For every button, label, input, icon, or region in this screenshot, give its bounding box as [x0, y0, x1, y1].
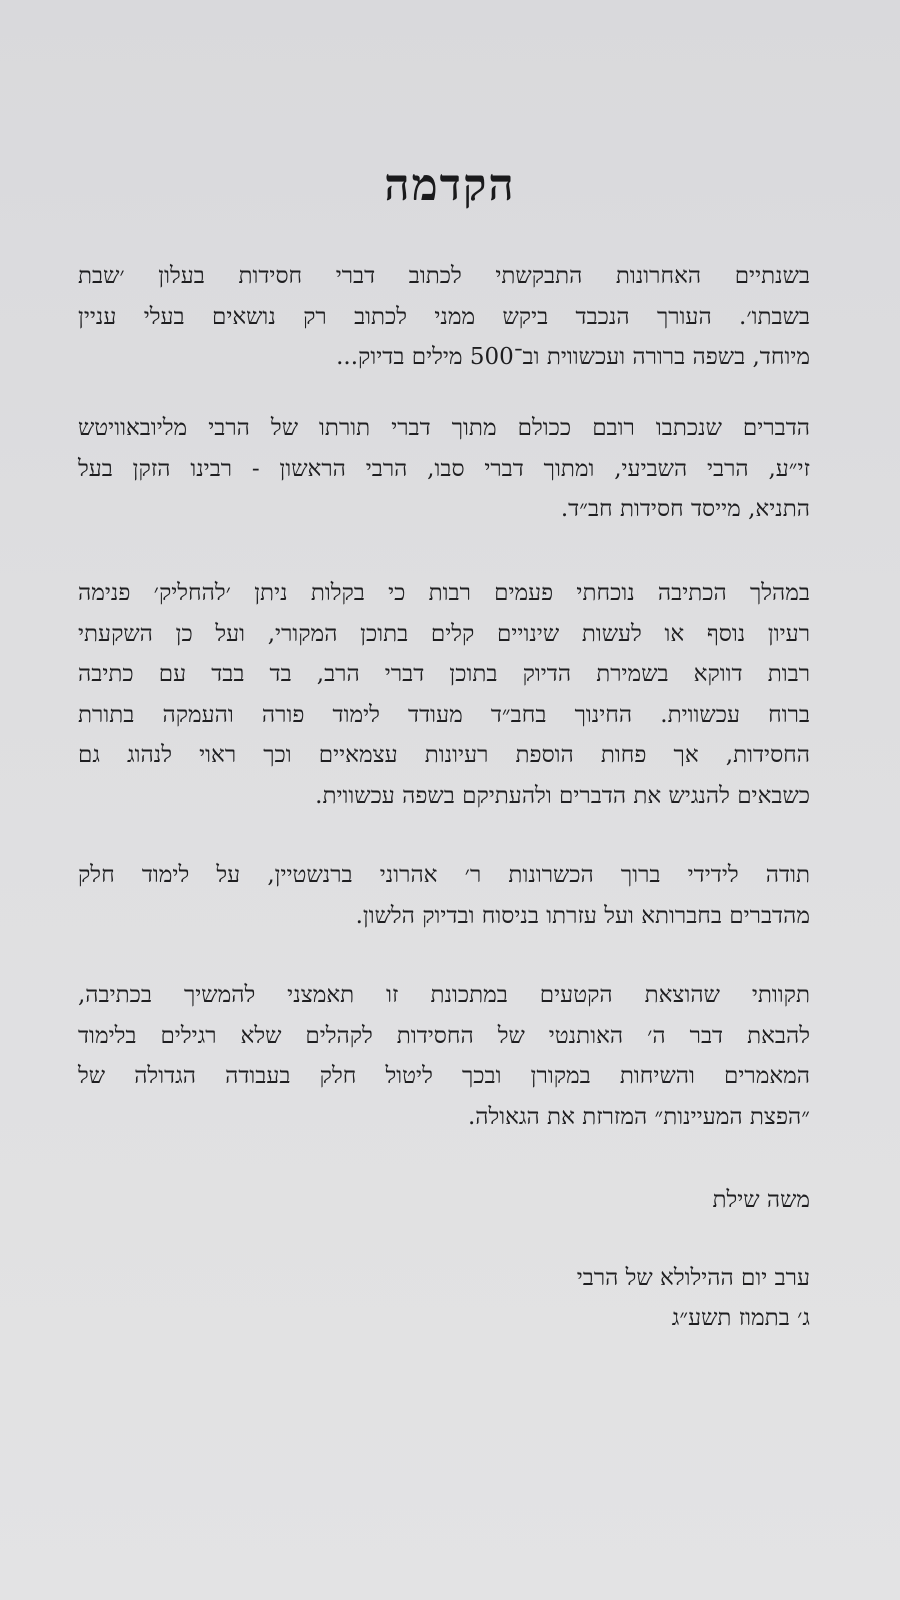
paragraph-line: תודה לידידי ברוך הכשרונות ר׳ אהרוני ברנשטיין, על לימוד חלק: [78, 862, 810, 888]
paragraph-line: הדברים שנכתבו רובם ככולם מתוך דברי תורתו של הרבי מליובאוויטש: [78, 415, 810, 441]
paragraph-line: המאמרים והשיחות במקורן ובכך ליטול חלק בעבודה הגדולה של: [78, 1063, 810, 1089]
paragraph-line: במהלך הכתיבה נוכחתי פעמים רבות כי בקלות ניתן ׳להחליק׳ פנימה: [78, 580, 810, 606]
paragraph-1: [78, 256, 810, 378]
paragraph-line: בשנתיים האחרונות התבקשתי לכתוב דברי חסידות בעלון ׳שבת: [78, 263, 810, 289]
paragraph-line: תקוותי שהוצאת הקטעים במתכונת זו תאמצני להמשיך בכתיבה,: [78, 982, 810, 1008]
paragraph-line: זי״ע, הרבי השביעי, ומתוך דברי סבו, הרבי הראשון - רבינו הזקן בעל: [78, 455, 810, 482]
paragraph-line: בשבתו׳. העורך הנכבד ביקש ממני לכתוב רק נושאים בעלי עניין: [78, 303, 810, 330]
paragraph-line: כשבאים להנגיש את הדברים ולהעתיקם בשפה עכשווית.: [315, 782, 810, 809]
author-signature: משה שילת: [712, 1187, 810, 1213]
paragraph-line: רבות דווקא בשמירת הדיוק בתוכן דברי הרב, בד בבד עם כתיבה: [78, 661, 810, 687]
paragraph-4: [78, 855, 810, 936]
paragraph-line: ״הפצת המעיינות״ המזרזת את הגאולה.: [467, 1103, 810, 1130]
paragraph-2: [78, 408, 810, 530]
paragraph-line: מיוחד, בשפה ברורה ועכשווית וב־500 מילים בדיוק...: [336, 344, 810, 370]
paragraph-line: רעיון נוסף או לעשות שינויים קלים בתוכן המקורי, ועל כן השקעתי: [78, 620, 810, 647]
page-title: הקדמה: [384, 160, 516, 211]
date-line-hebrew-occasion: ערב יום ההילולא של הרבי: [576, 1265, 810, 1291]
paragraph-line: להבאת דבר ה׳ האותנטי של החסידות לקהלים שלא רגילים בלימוד: [78, 1022, 810, 1049]
paragraph-3: [78, 573, 810, 816]
paragraph-line: החסידות, אך פחות הוספת רעיונות עצמאיים וכך ראוי לנהוג גם: [78, 742, 810, 768]
paragraph-line: התניא, מייסד חסידות חב״ד.: [560, 496, 810, 522]
paragraph-line: מהדברים בחברותא ועל עזרתו בניסוח ובדיוק הלשון.: [355, 902, 810, 929]
paragraph-line: ברוח עכשווית. החינוך בחב״ד מעודד לימוד פורה והעמקה בתורת: [78, 701, 810, 728]
date-line-hebrew-date: ג׳ בתמוז תשע״ג: [671, 1305, 810, 1331]
paragraph-5: [78, 975, 810, 1137]
